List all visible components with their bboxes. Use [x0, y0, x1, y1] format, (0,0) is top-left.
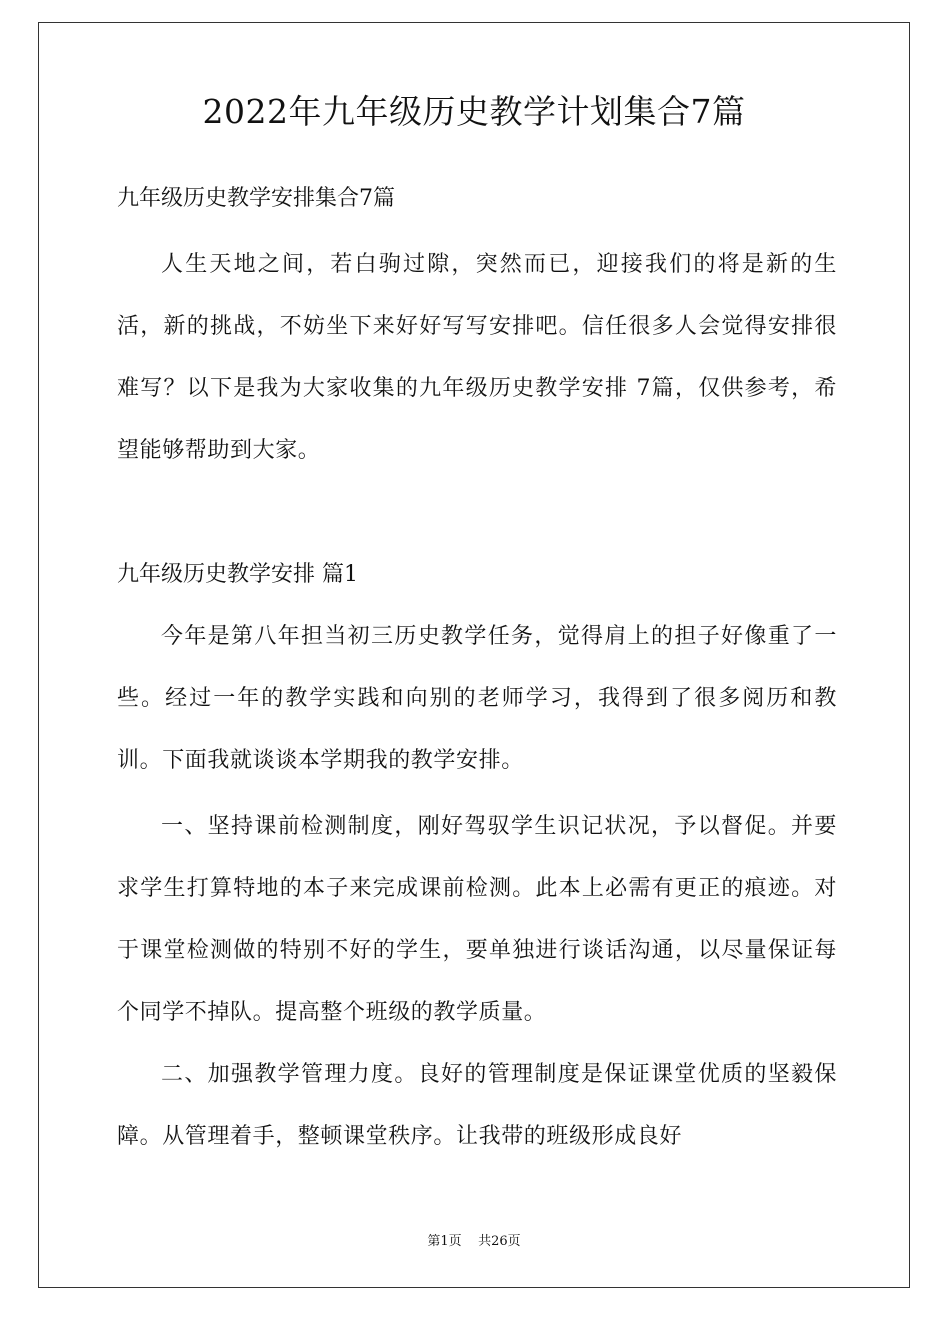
section-heading: 九年级历史教学安排 篇1 [117, 562, 358, 587]
body-paragraph: 今年是第八年担当初三历史教学任务，觉得肩上的担子好像重了一些。经过一年的教学实践和向别的老师学习，我得到了很多阅历和教训。下面我就谈谈本学期我的教学安排。 [117, 624, 837, 773]
document-subtitle: 九年级历史教学安排集合7篇 [117, 186, 395, 211]
document-title: 2022年九年级历史教学计划集合7篇 [202, 92, 746, 131]
body-paragraph: 一、坚持课前检测制度，刚好驾驭学生识记状况，予以督促。并要求学生打算特地的本子来完成课前检测。此本上必需有更正的痕迹。对于课堂检测做的特别不好的学生，要单独进行谈话沟通，以尽量保证每个同学不掉队。提高整个班级的教学质量。 [117, 814, 837, 1025]
body-paragraph: 二、加强教学管理力度。良好的管理制度是保证课堂优质的坚毅保障。从管理着手，整顿课堂秩序。让我带的班级形成良好 [117, 1062, 837, 1149]
page-number-footer: 第1页 共26页 [427, 1234, 521, 1249]
intro-paragraph: 人生天地之间，若白驹过隙，突然而已，迎接我们的将是新的生活，新的挑战，不妨坐下来好好写写安排吧。信任很多人会觉得安排很难写？以下是我为大家收集的九年级历史教学安排 7篇，仅供参考，希望能够帮助到大家。 [117, 252, 837, 463]
